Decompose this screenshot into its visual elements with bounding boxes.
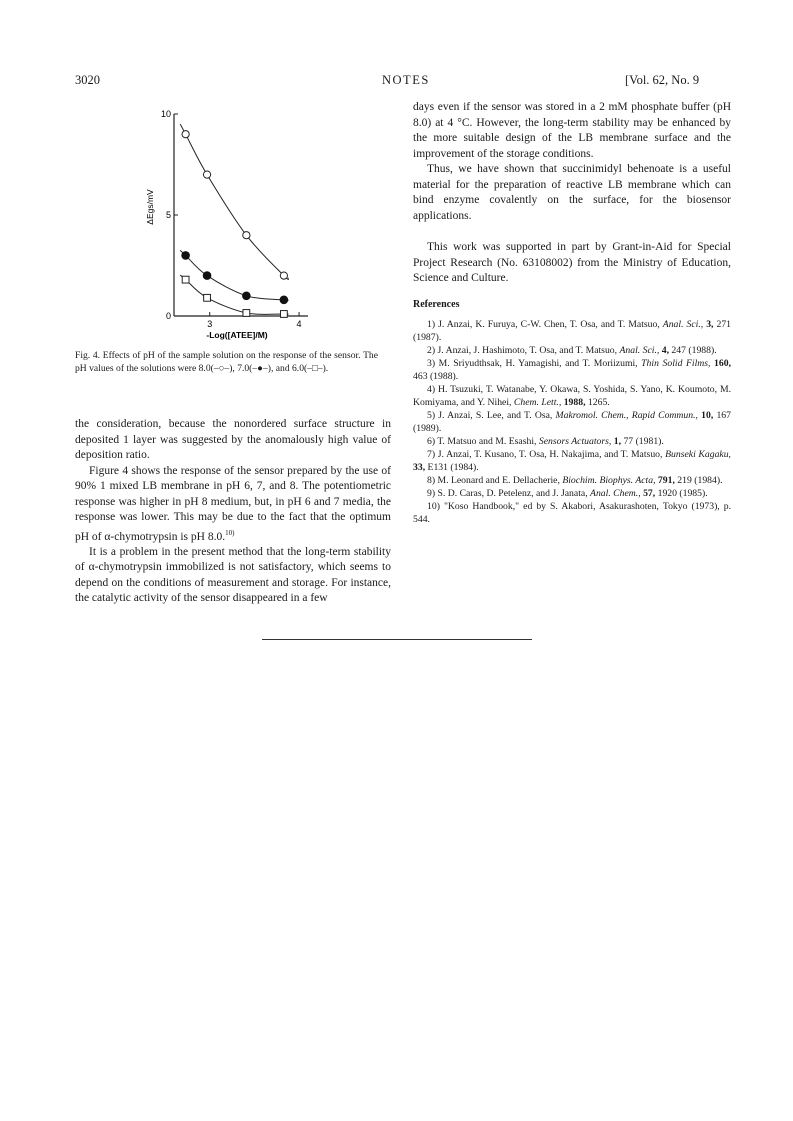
reference-volume: 1988,: [561, 397, 586, 408]
data-point-open-circle: [182, 131, 189, 138]
data-point-filled-circle: [203, 272, 211, 280]
page-number: 3020: [75, 73, 100, 87]
reference-pages: 463 (1988).: [413, 371, 459, 382]
citation-superscript: 10): [225, 528, 235, 537]
section-title: NOTES: [382, 73, 430, 87]
reference-item: [413, 500, 731, 526]
reference-authors: J. Anzai, J. Hashimoto, T. Osa, and T. Matsuo,: [437, 345, 620, 356]
reference-item: [413, 435, 731, 448]
reference-item: [413, 383, 731, 409]
reference-journal: Makromol. Chem., Rapid Commun.,: [555, 410, 698, 421]
reference-number: 3): [427, 358, 439, 369]
reference-authors: "Koso Handbook," ed by S. Akabori, Asakurashoten, Tokyo (1973), p. 544.: [413, 501, 732, 525]
data-point-open-circle: [280, 272, 287, 279]
reference-item: [413, 474, 731, 487]
left-paragraph-3: It is a problem in the present method that the long-term stability of α-chymotrypsin immobilized is not satisfactory, which seems to depend on the conditions of measurement and storage. For instance, the catalytic activity of the sensor disappeared in a few: [75, 545, 391, 605]
reference-number: 10): [427, 501, 444, 512]
reference-journal: Anal. Sci.,: [662, 319, 704, 330]
reference-item: [413, 448, 731, 474]
right-paragraph-2: Thus, we have shown that succinimidyl behenoate is a useful material for the preparation of reactive LB membrane which can bind enzyme covalently on the surface, for the biosensor applications.: [413, 163, 731, 222]
reference-pages: 247 (1988).: [669, 345, 717, 356]
reference-item: [413, 487, 731, 500]
reference-authors: J. Anzai, S. Lee, and T. Osa,: [438, 410, 556, 421]
reference-journal: Thin Solid Films,: [641, 358, 711, 369]
reference-pages: 1920 (1985).: [655, 488, 708, 499]
running-head: [0, 0, 793, 100]
reference-journal: Biochim. Biophys. Acta,: [562, 475, 656, 486]
reference-item: [413, 344, 731, 357]
data-point-open-square: [243, 310, 250, 317]
reference-volume: 1,: [611, 436, 622, 447]
reference-number: 5): [427, 410, 439, 421]
y-axis-label: ΔEgs/mV: [145, 189, 155, 225]
y-tick-label: 5: [165, 210, 171, 220]
right-paragraph-1: days even if the sensor was stored in a 2 mM phosphate buffer (pH 8.0) at 4 °C. However, the long-term stability may be enhanced by the more suitable design of the LB membrane surface and the improvement of the storage conditions.: [413, 101, 731, 160]
reference-volume: 57,: [640, 488, 656, 499]
right-column: [413, 100, 731, 526]
reference-number: 4): [427, 384, 438, 395]
acknowledgement: This work was supported in part by Grant-in-Aid for Special Project Research (No. 63108002) from the Ministry of Education, Science and Culture.: [413, 241, 731, 284]
reference-item: [413, 409, 731, 435]
x-tick-label: 3: [207, 319, 213, 329]
series-curve-6-0: [180, 275, 288, 314]
data-point-open-square: [280, 311, 287, 318]
reference-journal: Chem. Lett.,: [513, 397, 562, 408]
reference-journal: Bunseki Kagaku,: [665, 449, 731, 460]
left-column: [75, 417, 391, 607]
reference-authors: J. Anzai, T. Kusano, T. Osa, H. Nakajima, and T. Matsuo,: [437, 449, 666, 460]
reference-authors: S. D. Caras, D. Petelenz, and J. Janata,: [437, 488, 591, 499]
reference-item: [413, 357, 731, 383]
reference-number: 7): [427, 449, 438, 460]
x-axis-label: -Log([ATEE]/M): [206, 330, 268, 340]
reference-pages: 167 (1989).: [413, 410, 731, 434]
volume-info: [Vol. 62, No. 9: [625, 73, 700, 87]
data-point-open-circle: [203, 171, 210, 178]
references-list: [413, 318, 731, 526]
reference-volume: 10,: [697, 410, 714, 421]
left-paragraph-2-text: Figure 4 shows the response of the sensor prepared by the use of 90% 1 mixed LB membrane in pH 6, 7, and 8. The potentiometric response was higher in pH 8 medium, but, in pH 6 and 7 media, the response was lower. This may be due to the fact that the optimum pH of α-chymotrypsin is pH 8.0.: [75, 464, 391, 543]
reference-authors: M. Leonard and E. Dellacherie,: [437, 475, 563, 486]
figure-4-chart: [130, 98, 330, 345]
reference-pages: 271 (1987).: [413, 319, 732, 343]
reference-number: 8): [427, 475, 438, 486]
reference-journal: Sensors Actuators,: [538, 436, 612, 447]
reference-pages: 219 (1984).: [674, 475, 723, 486]
data-point-filled-circle: [243, 292, 251, 300]
left-paragraph-1: the consideration, because the nonordered surface structure in deposited 1 layer was suggested by the anomalously high value of deposition ratio.: [75, 418, 391, 461]
reference-volume: 3,: [703, 319, 714, 330]
data-point-filled-circle: [182, 252, 190, 260]
reference-authors: M. Sriyudthsak, H. Yamagishi, and T. Moriizumi,: [438, 358, 642, 369]
left-paragraph-2: [75, 464, 391, 545]
reference-journal: Anal. Sci.,: [619, 345, 660, 356]
reference-number: 6): [427, 436, 438, 447]
reference-volume: 4,: [659, 345, 669, 356]
reference-pages: E131 (1984).: [425, 462, 479, 473]
reference-journal: Anal. Chem.,: [590, 488, 641, 499]
reference-pages: 77 (1981).: [621, 436, 664, 447]
reference-volume: 33,: [413, 462, 426, 473]
figure-caption: Fig. 4. Effects of pH of the sample solution on the response of the sensor. The pH values of the solutions were 8.0(–○–), 7.0(–●–), and 6.0(–□–).: [75, 350, 378, 374]
series-curve-8-0: [180, 124, 288, 279]
reference-volume: 160,: [710, 358, 732, 369]
reference-pages: 1265.: [585, 397, 610, 408]
reference-volume: 791,: [655, 475, 675, 486]
reference-item: [413, 318, 731, 344]
reference-number: 9): [427, 488, 438, 499]
y-tick-label: 0: [165, 311, 171, 321]
end-rule: [262, 639, 532, 640]
y-tick-label: 10: [160, 109, 171, 119]
data-point-open-square: [204, 294, 211, 301]
reference-authors: J. Anzai, K. Furuya, C-W. Chen, T. Osa, and T. Matsuo,: [438, 319, 663, 330]
data-point-open-circle: [243, 232, 250, 239]
reference-authors: T. Matsuo and M. Esashi,: [437, 436, 539, 447]
data-point-filled-circle: [280, 296, 288, 304]
series-curve-7-0: [180, 250, 288, 300]
reference-authors: H. Tsuzuki, T. Watanabe, Y. Okawa, S. Yoshida, S. Yano, K. Koumoto, M. Komiyama, and Y. Nihei,: [413, 384, 731, 408]
x-tick-label: 4: [296, 319, 302, 329]
reference-number: 1): [427, 319, 439, 330]
references-title: References: [413, 298, 460, 310]
data-point-open-square: [182, 276, 189, 283]
reference-number: 2): [427, 345, 438, 356]
